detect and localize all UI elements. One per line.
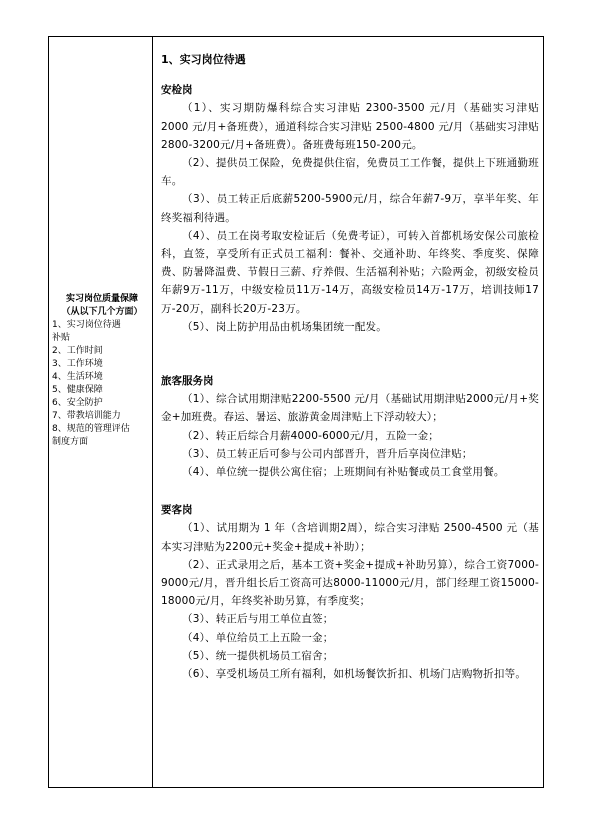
left-column [49,293,152,449]
left-item: 7、带教培训能力 [52,411,121,421]
left-item: 3、工作环境 [52,359,103,369]
left-item: 4、生活环境 [52,372,103,382]
section-title: 1、实习岗位待遇 [161,53,246,66]
paragraph: （5）、统一提供机场员工宿舍； [182,649,334,662]
paragraph: （4）、单位统一提供公寓住宿；上班期间有补贴餐或员工食堂用餐。 [182,466,505,479]
left-item: 1、实习岗位待遇 [52,320,121,330]
paragraph: （4）、员工在岗考取安检证后（免费考证），可转入首都机场安保公司旅检科，直签，享受所有正式员工福利：餐补、交通补助、年终奖、季度奖、保障费、防暑降温费、节假日三薪、疗养假、生活福利补贴；六险两金，初级安检员年薪9万-11万，中级安检员11万-14万，高级安检员14万-17万，培训技师17万-20万，副科长20万-23万。 [161,229,539,315]
left-item: 5、健康保障 [52,385,103,395]
paragraph: （1）、试用期为 1 年（含培训期2周），综合实习津贴 2500-4500 元（基本实习津贴为2200元+奖金+提成+补助）； [161,522,539,553]
content-table [48,36,544,788]
spacer [161,481,539,501]
paragraph: （1）、综合试用期津贴2200-5500 元/月（基础试用期津贴2000元/月+奖金+加班费。春运、暑运、旅游黄金周津贴上下浮动较大）； [161,393,539,424]
paragraph: （6）、享受机场员工所有福利，如机场餐饮折扣、机场门店购物折扣等。 [182,668,527,681]
paragraph: （1）、实习期防爆科综合实习津贴 2300-3500 元/月（基础实习津贴 2000 元/月+备班费），通道科综合实习津贴 2500-4800 元/月（基础实习津贴 2800-3200元/月+备班费）。备班费每班150-200元。 [161,102,539,151]
paragraph: （2）、正式录用之后，基本工资+奖金+提成+补助另算），综合工资7000- 9000元/月，晋升组长后工资高可达8000-11000元/月，部门经理工资15000-18000元/月，年终奖补助另算，有季度奖； [161,558,539,608]
paragraph: （5）、岗上防护用品由机场集团统一配发。 [182,320,387,333]
right-column [161,51,539,683]
column-divider [152,37,153,787]
left-item: 制度方面 [52,437,89,447]
paragraph: （3）、员工转正后底薪5200-5900元/月，综合年薪7-9万，享半年奖、年终奖福利待遇。 [161,193,539,224]
paragraph: （3）、转正后与用工单位直签； [182,613,334,626]
left-title-line: （从以下几个方面） [61,307,143,317]
left-item: 补贴 [52,333,71,343]
paragraph: （2）、提供员工保险，免费提供住宿，免费员工工作餐，提供上下班通勤班车。 [161,157,539,188]
paragraph: （4）、单位给员工上五险一金； [182,631,334,644]
job-title-passenger-service: 旅客服务岗 [161,375,214,388]
left-title-line: 实习岗位质量保障 [65,294,138,304]
left-item: 6、安全防护 [52,398,103,408]
left-item: 8、规范的管理评估 [52,424,130,434]
paragraph: （2）、转正后综合月薪4000-6000元/月，五险一金； [182,429,439,442]
job-title-security: 安检岗 [161,84,193,97]
job-title-vip: 要客岗 [161,504,193,517]
left-item: 2、工作时间 [52,346,103,356]
paragraph: （3）、员工转正后可参与公司内部晋升，晋升后享岗位津贴； [182,447,473,460]
spacer [161,336,539,372]
